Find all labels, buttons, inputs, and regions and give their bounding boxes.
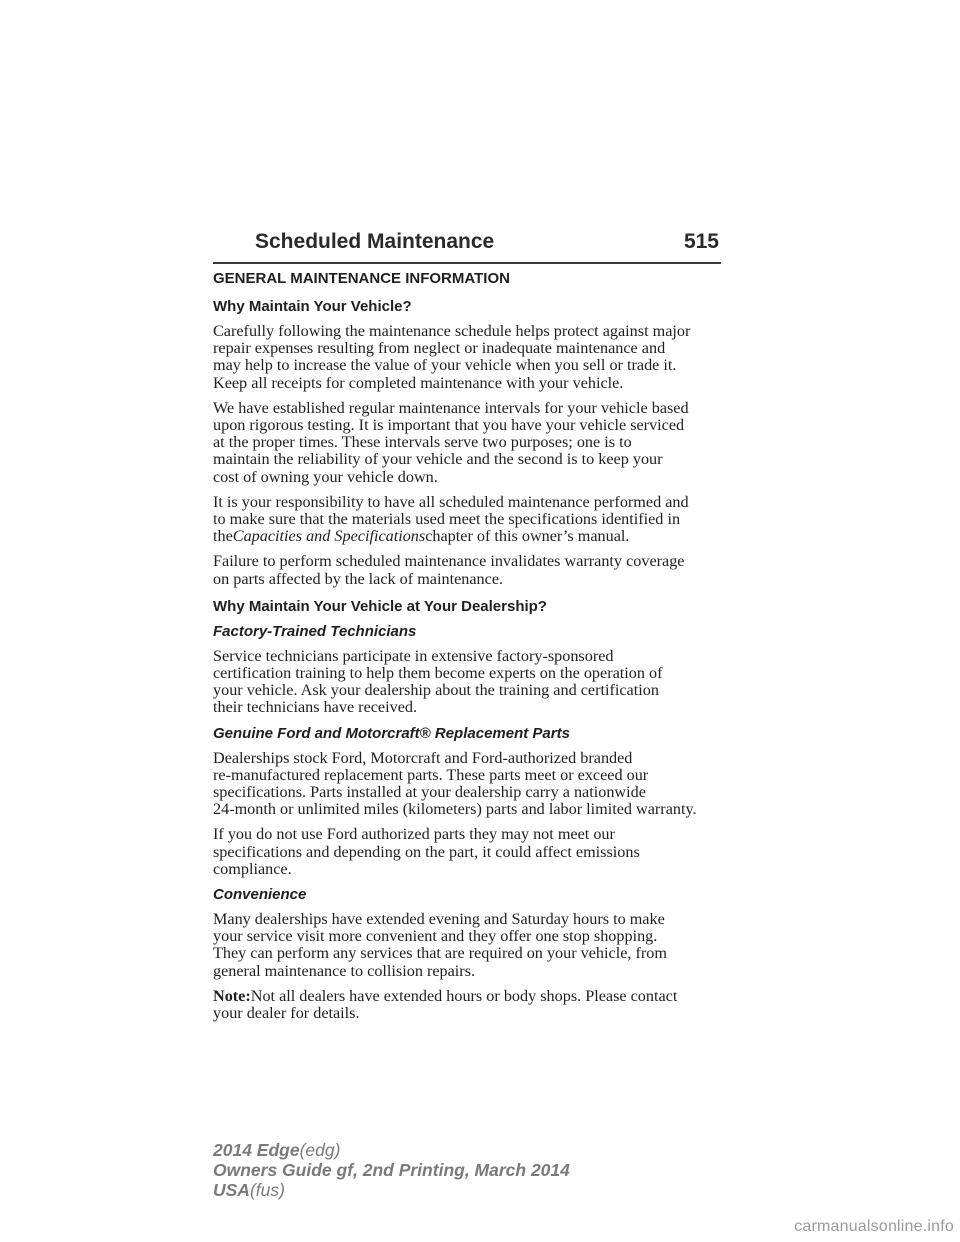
page-footer [213,1140,570,1200]
note-label: Note: [213,986,251,1005]
note-paragraph [213,988,723,1022]
footer-line-model [213,1140,570,1160]
section-heading: GENERAL MAINTENANCE INFORMATION [213,270,510,287]
paragraph-text: It is your responsibility to have all scheduled maintenance performed and to make sure that the materials used meet the specifications identified in the [213,492,689,546]
paragraph-capacities-reference [213,494,723,546]
paragraph: Dealerships stock Ford, Motorcraft and Ford-authorized branded re-manufactured replacement parts. These parts meet or exceed our specifications. Parts installed at your dealership carry a nationwide 24-month or unlimited miles (kilometers) parts and labor limited warranty. [213,748,697,819]
paragraph: We have established regular maintenance intervals for your vehicle based upon rigorous testing. It is important that you have your vehicle serviced at the proper times. These intervals serve two purposes; one is to maintain the reliability of your vehicle and the second is to keep your cost of owning your vehicle down. [213,398,689,486]
chapter-title: Scheduled Maintenance [255,230,495,253]
subheading-convenience: Convenience [213,886,307,904]
chapter-reference: Capacities and Specifications [232,527,426,546]
paragraph: Many dealerships have extended evening and Saturday hours to make your service visit more convenient and they offer one stop shopping. They can perform any services that are required on your vehicle, from general maintenance to collision repairs. [213,910,667,980]
note-text: Not all dealers have extended hours or body shops. Please contact your dealer for details. [213,986,678,1023]
page-content [213,270,723,1030]
paragraph-text: chapter of this owner’s manual. [425,527,630,546]
footer-model-code: (edg) [299,1140,341,1160]
footer-market: USA [213,1180,250,1200]
subheading-dealership: Why Maintain Your Vehicle at Your Dealership? [213,597,547,615]
paragraph: Service technicians participate in extensive factory-sponsored certification training to help them become experts on the operation of your vehicle. Ask your dealership about the training and certification their technicians have received. [213,646,663,717]
footer-market-code: (fus) [249,1180,285,1200]
paragraph: If you do not use Ford authorized parts they may not meet our specifications and depending on the part, it could affect emissions compliance. [213,825,640,878]
subheading-why-maintain: Why Maintain Your Vehicle? [213,298,412,315]
paragraph: Failure to perform scheduled maintenance invalidates warranty coverage on parts affected by the lack of maintenance. [213,552,685,588]
paragraph: Carefully following the maintenance schedule helps protect against major repair expenses resulting from neglect or inadequate maintenance and may help to increase the value of your vehicle when you sell or trade it. Keep all receipts for completed maintenance with your vehicle. [213,322,691,392]
subheading-technicians: Factory-Trained Technicians [213,622,417,640]
page-header [213,228,721,264]
footer-line-printing: Owners Guide gf, 2nd Printing, March 2014 [213,1160,570,1180]
watermark: carmanualsonline.info [794,1218,954,1235]
footer-model: 2014 Edge [213,1140,300,1160]
footer-line-market [213,1180,570,1200]
page-number: 515 [683,230,719,253]
subheading-parts: Genuine Ford and Motorcraft® Replacement Parts [213,724,570,742]
